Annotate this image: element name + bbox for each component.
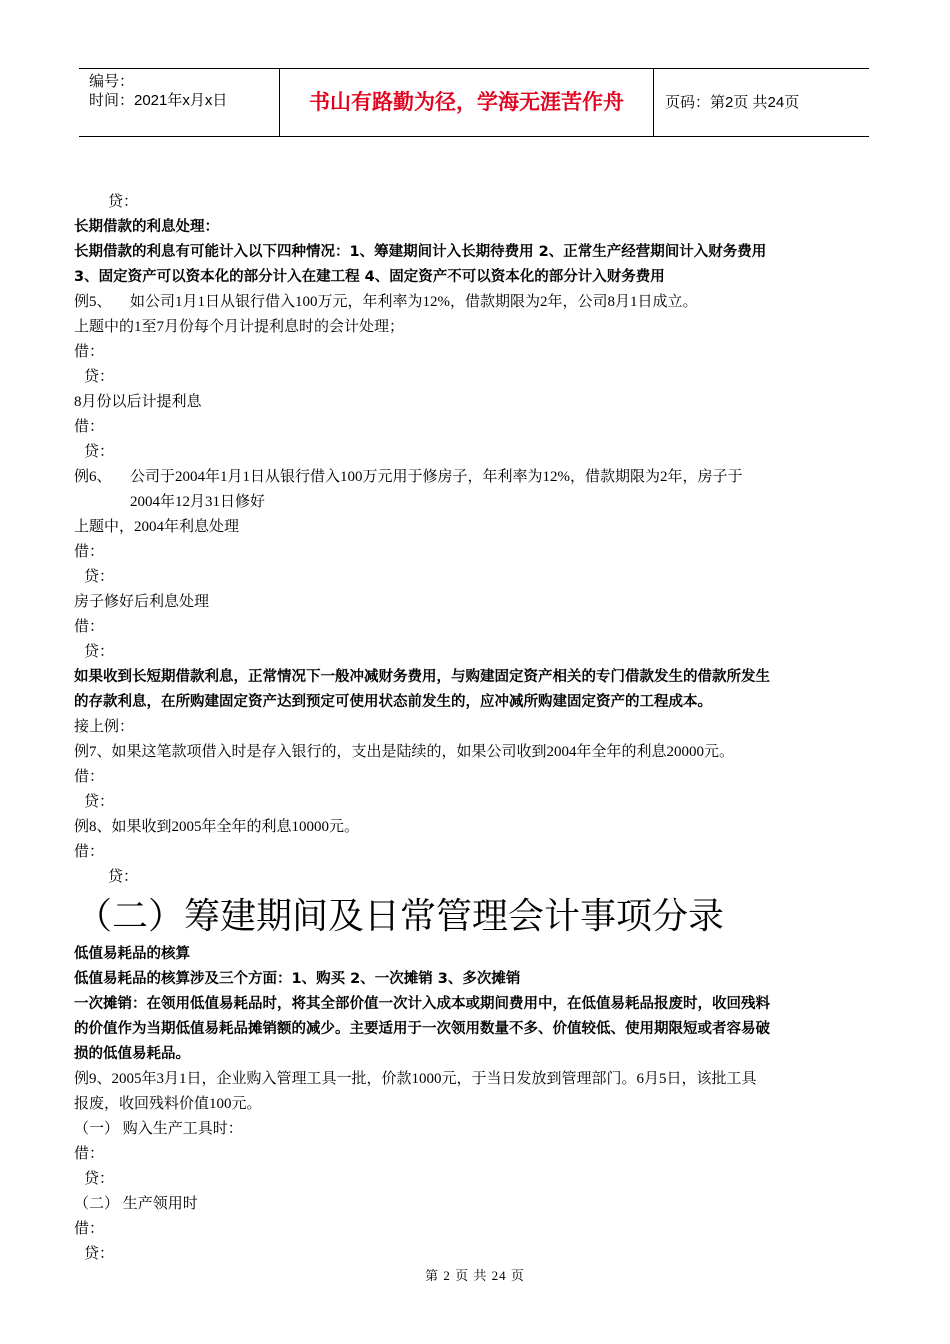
- section-heading: （二）筹建期间及日常管理会计事项分录: [76, 896, 725, 937]
- credit-line: 贷：: [84, 1171, 115, 1187]
- text-line: 接上例：: [74, 719, 135, 735]
- credit-line: 贷：: [108, 869, 139, 885]
- example-line: 例7、如果这笔款项借入时是存入银行的，支出是陆续的，如果公司收到2004年全年的利息20000元。: [74, 744, 735, 760]
- text-line: 上题中的1至7月份每个月计提利息时的会计处理；: [74, 319, 405, 335]
- bold-paragraph: 一次摊销：在领用低值易耗品时，将其全部价值一次计入成本或期间费用中，在低值易耗品报废时，收回残料: [74, 996, 770, 1012]
- example-text-line: 公司于2004年1月1日从银行借入100万元用于修房子，年利率为12%，借款期限为2年，房子于: [130, 469, 743, 485]
- header-motto: 书山有路勤为径，学海无涯苦作舟: [280, 69, 654, 136]
- bold-paragraph: 长期借款的利息有可能计入以下四种情况：1、筹建期间计入长期待费用 2、正常生产经营期间计入财务费用: [74, 244, 767, 260]
- debit-line: 借：: [74, 844, 105, 860]
- section-title: 低值易耗品的核算: [74, 946, 190, 962]
- debit-line: 借：: [74, 619, 105, 635]
- example-text: 如公司1月1日从银行借入100万元，年利率为12%，借款期限为2年，公司8月1日成立。: [130, 294, 698, 310]
- header-meta-cell: [79, 69, 280, 136]
- text-line: 8月份以后计提利息: [74, 394, 202, 410]
- text-line: 贷：: [108, 194, 139, 210]
- debit-line: 借：: [74, 544, 105, 560]
- debit-line: 借：: [74, 344, 105, 360]
- example-line: [74, 465, 880, 515]
- bold-paragraph: 损的低值易耗品。: [74, 1046, 190, 1062]
- doc-number-label: 编号：: [89, 73, 135, 90]
- text-line: 上题中，2004年利息处理: [74, 519, 240, 535]
- header-page-info: 页码：第2页 共24页: [665, 94, 800, 111]
- credit-line: 贷：: [84, 444, 115, 460]
- text-line: 房子修好后利息处理: [74, 594, 210, 610]
- example-label: 例5、: [74, 294, 112, 310]
- text-line: （二） 生产领用时: [74, 1196, 198, 1212]
- bold-paragraph: 的存款利息，在所购建固定资产达到预定可使用状态前发生的，应冲减所购建固定资产的工程成本。: [74, 694, 712, 710]
- example-line: 报废，收回残料价值100元。: [74, 1096, 262, 1112]
- example-text-line: 2004年12月31日修好: [130, 494, 266, 510]
- debit-line: 借：: [74, 1221, 105, 1237]
- bold-paragraph: 如果收到长短期借款利息，正常情况下一般冲减财务费用，与购建固定资产相关的专门借款发生的借款所发生: [74, 669, 770, 685]
- debit-line: 借：: [74, 1146, 105, 1162]
- header-table: [79, 68, 869, 137]
- example-line: [74, 290, 880, 315]
- debit-line: 借：: [74, 769, 105, 785]
- example-line: 例9、2005年3月1日，企业购入管理工具一批，价款1000元，于当日发放到管理部门。6月5日，该批工具: [74, 1071, 757, 1087]
- document-body: [74, 190, 880, 1267]
- text-line: （一） 购入生产工具时：: [74, 1121, 243, 1137]
- credit-line: 贷：: [84, 1246, 115, 1262]
- section-title: 长期借款的利息处理：: [74, 219, 219, 235]
- credit-line: 贷：: [84, 794, 115, 810]
- bold-paragraph: 低值易耗品的核算涉及三个方面：1、购买 2、一次摊销 3、多次摊销: [74, 971, 521, 987]
- credit-line: 贷：: [84, 569, 115, 585]
- page-footer: 第 2 页 共 24 页: [425, 1268, 525, 1283]
- bold-paragraph: 的价值作为当期低值易耗品摊销额的减少。主要适用于一次领用数量不多、价值较低、使用期限短或者容易破: [74, 1021, 770, 1037]
- example-line: 例8、如果收到2005年全年的利息10000元。: [74, 819, 360, 835]
- credit-line: 贷：: [84, 644, 115, 660]
- example-text: [130, 465, 743, 515]
- debit-line: 借：: [74, 419, 105, 435]
- example-label: 例6、: [74, 469, 112, 485]
- credit-line: 贷：: [84, 369, 115, 385]
- doc-date-label: 时间：2021年x月x日: [89, 92, 228, 109]
- bold-paragraph: 3、固定资产可以资本化的部分计入在建工程 4、固定资产不可以资本化的部分计入财务费用: [74, 269, 665, 285]
